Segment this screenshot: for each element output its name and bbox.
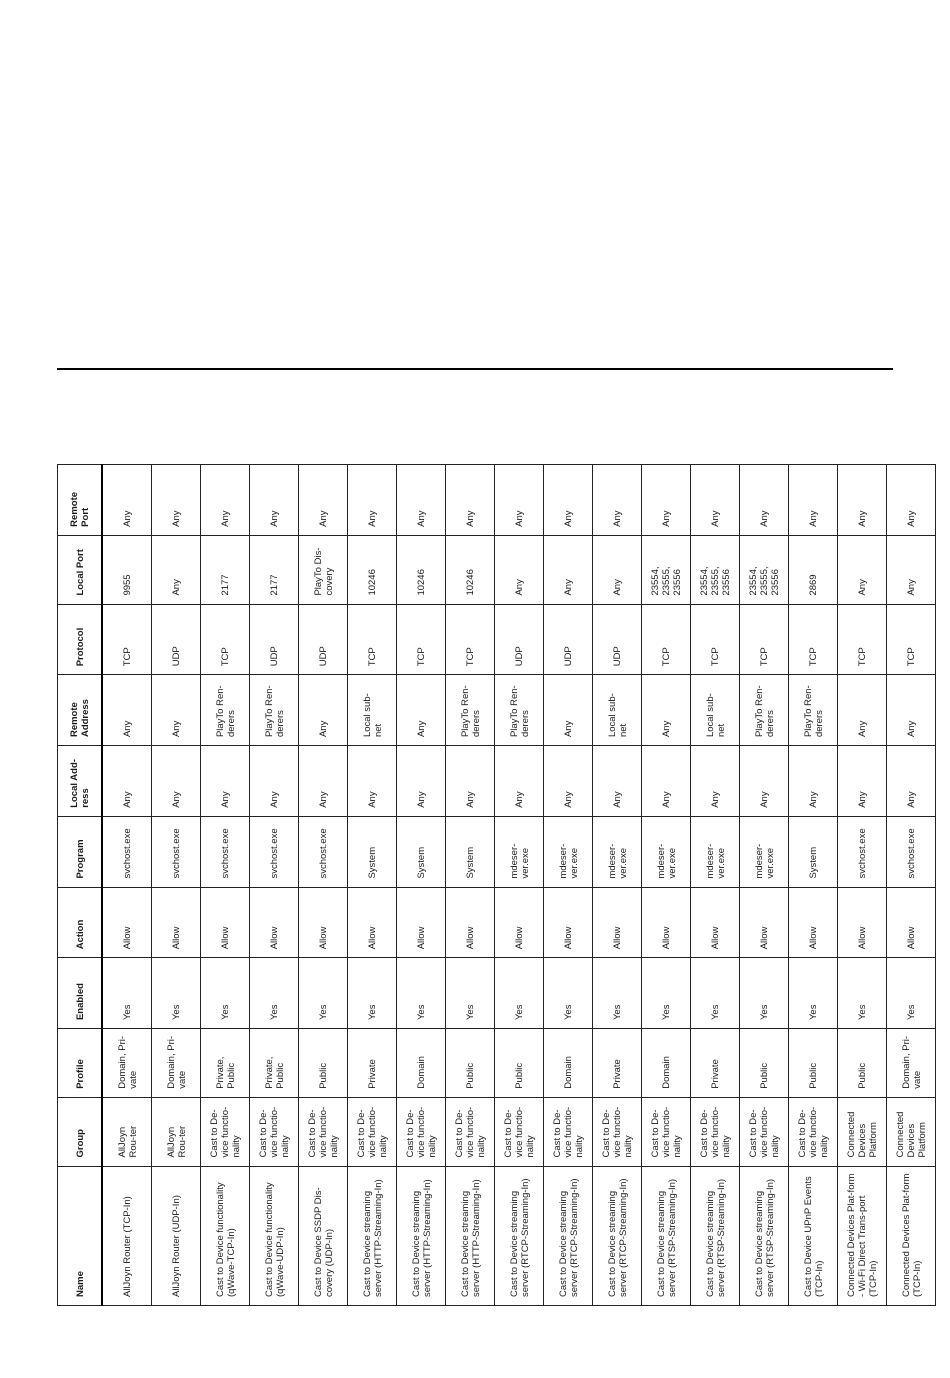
cell-profile: Domain	[544, 1029, 593, 1098]
cell-action: Allow	[544, 887, 593, 958]
cell-profile: Public	[299, 1029, 348, 1098]
cell-action: Allow	[887, 887, 936, 958]
cell-protocol: TCP	[102, 604, 152, 675]
cell-local-address: Any	[201, 746, 250, 817]
cell-enabled: Yes	[740, 958, 789, 1029]
cell-local-port: 9955	[102, 535, 152, 604]
cell-group: Cast to De-vice functio-nality	[544, 1097, 593, 1166]
cell-name: Cast to Device UPnP Events (TCP-In)	[789, 1166, 838, 1305]
cell-group: Cast to De-vice functio-nality	[299, 1097, 348, 1166]
header-row	[58, 465, 103, 1306]
cell-remote-address: Local sub-net	[593, 675, 642, 746]
cell-remote-port: Any	[299, 465, 348, 536]
cell-local-port: 2869	[789, 535, 838, 604]
table-row	[201, 465, 250, 1306]
cell-protocol: UDP	[593, 604, 642, 675]
cell-enabled: Yes	[691, 958, 740, 1029]
table-row	[838, 465, 887, 1306]
cell-enabled: Yes	[348, 958, 397, 1029]
cell-local-address: Any	[642, 746, 691, 817]
cell-remote-address: PlayTo Ren-derers	[740, 675, 789, 746]
cell-remote-address: PlayTo Ren-derers	[789, 675, 838, 746]
table-row	[495, 465, 544, 1306]
cell-remote-port: Any	[495, 465, 544, 536]
table-row	[887, 465, 936, 1306]
cell-name: Cast to Device streaming server (HTTP-Streaming-In)	[446, 1166, 495, 1305]
cell-profile: Domain, Pri-vate	[152, 1029, 201, 1098]
cell-name: Cast to Device streaming server (RTCP-Streaming-In)	[495, 1166, 544, 1305]
cell-program: svchost.exe	[299, 816, 348, 887]
cell-local-port: Any	[544, 535, 593, 604]
cell-local-port: Any	[593, 535, 642, 604]
cell-group: Cast to De-vice functio-nality	[789, 1097, 838, 1166]
horizontal-rule	[57, 368, 893, 370]
cell-protocol: UDP	[299, 604, 348, 675]
cell-profile: Private, Public	[250, 1029, 299, 1098]
header-local-address: Local Add-ress	[58, 746, 103, 817]
cell-enabled: Yes	[887, 958, 936, 1029]
table-header	[58, 465, 103, 1306]
header-protocol: Protocol	[58, 604, 103, 675]
cell-program: svchost.exe	[887, 816, 936, 887]
cell-name: Cast to Device streaming server (RTCP-Streaming-In)	[593, 1166, 642, 1305]
cell-local-port: 23554, 23555, 23556	[691, 535, 740, 604]
cell-local-address: Any	[152, 746, 201, 817]
cell-protocol: TCP	[740, 604, 789, 675]
cell-profile: Private, Public	[201, 1029, 250, 1098]
cell-name: Connected Devices Plat-form - Wi-Fi Direct Trans-port (TCP-In)	[838, 1166, 887, 1305]
cell-group: Cast to De-vice functio-nality	[446, 1097, 495, 1166]
cell-local-port: Any	[838, 535, 887, 604]
cell-group: Cast to De-vice functio-nality	[250, 1097, 299, 1166]
cell-enabled: Yes	[838, 958, 887, 1029]
cell-group: Cast to De-vice functio-nality	[201, 1097, 250, 1166]
table-row	[348, 465, 397, 1306]
cell-action: Allow	[593, 887, 642, 958]
table-row	[250, 465, 299, 1306]
cell-remote-address: PlayTo Ren-derers	[495, 675, 544, 746]
cell-enabled: Yes	[152, 958, 201, 1029]
cell-program: System	[348, 816, 397, 887]
cell-program: mdeser-ver.exe	[495, 816, 544, 887]
cell-profile: Public	[838, 1029, 887, 1098]
cell-local-port: 10246	[348, 535, 397, 604]
cell-remote-port: Any	[593, 465, 642, 536]
cell-name: AllJoyn Router (UDP-In)	[152, 1166, 201, 1305]
cell-group: Cast to De-vice functio-nality	[642, 1097, 691, 1166]
cell-action: Allow	[250, 887, 299, 958]
cell-enabled: Yes	[201, 958, 250, 1029]
cell-local-port: 10246	[446, 535, 495, 604]
cell-enabled: Yes	[495, 958, 544, 1029]
firewall-rules-table-region	[57, 474, 928, 1316]
cell-local-port: 23554, 23555, 23556	[740, 535, 789, 604]
cell-local-address: Any	[544, 746, 593, 817]
cell-program: mdeser-ver.exe	[740, 816, 789, 887]
cell-remote-port: Any	[348, 465, 397, 536]
cell-profile: Domain, Pri-vate	[887, 1029, 936, 1098]
cell-program: svchost.exe	[102, 816, 152, 887]
cell-remote-address: Any	[544, 675, 593, 746]
cell-group: Connected Devices Platform	[887, 1097, 936, 1166]
cell-enabled: Yes	[544, 958, 593, 1029]
cell-name: Cast to Device streaming server (HTTP-Streaming-In)	[397, 1166, 446, 1305]
cell-local-port: 23554, 23555, 23556	[642, 535, 691, 604]
cell-profile: Domain, Pri-vate	[102, 1029, 152, 1098]
cell-name: Cast to Device streaming server (RTSP-Streaming-In)	[691, 1166, 740, 1305]
cell-action: Allow	[495, 887, 544, 958]
cell-remote-address: Any	[887, 675, 936, 746]
cell-local-port: PlayTo Dis-covery	[299, 535, 348, 604]
cell-name: Cast to Device functionality (qWave-UDP-In)	[250, 1166, 299, 1305]
cell-local-port: 10246	[397, 535, 446, 604]
cell-action: Allow	[299, 887, 348, 958]
cell-remote-address: Any	[642, 675, 691, 746]
header-program: Program	[58, 816, 103, 887]
cell-local-address: Any	[348, 746, 397, 817]
cell-remote-port: Any	[250, 465, 299, 536]
cell-protocol: TCP	[838, 604, 887, 675]
cell-group: Cast to De-vice functio-nality	[691, 1097, 740, 1166]
cell-remote-address: Any	[299, 675, 348, 746]
cell-action: Allow	[397, 887, 446, 958]
header-local-port: Local Port	[58, 535, 103, 604]
cell-profile: Public	[740, 1029, 789, 1098]
cell-remote-address: Any	[397, 675, 446, 746]
cell-program: svchost.exe	[201, 816, 250, 887]
cell-program: mdeser-ver.exe	[544, 816, 593, 887]
cell-protocol: UDP	[152, 604, 201, 675]
cell-remote-port: Any	[152, 465, 201, 536]
cell-group: Cast to De-vice functio-nality	[348, 1097, 397, 1166]
cell-profile: Public	[789, 1029, 838, 1098]
cell-local-address: Any	[299, 746, 348, 817]
cell-remote-address: Local sub-net	[348, 675, 397, 746]
cell-group: AllJoyn Rou-ter	[102, 1097, 152, 1166]
cell-protocol: TCP	[397, 604, 446, 675]
cell-name: Cast to Device functionality (qWave-TCP-In)	[201, 1166, 250, 1305]
cell-local-port: 2177	[201, 535, 250, 604]
cell-program: mdeser-ver.exe	[691, 816, 740, 887]
cell-group: Cast to De-vice functio-nality	[740, 1097, 789, 1166]
cell-remote-port: Any	[446, 465, 495, 536]
table-row	[299, 465, 348, 1306]
cell-remote-address: Local sub-net	[691, 675, 740, 746]
cell-program: svchost.exe	[152, 816, 201, 887]
cell-protocol: TCP	[887, 604, 936, 675]
table-row	[397, 465, 446, 1306]
cell-enabled: Yes	[250, 958, 299, 1029]
cell-program: System	[446, 816, 495, 887]
cell-protocol: TCP	[348, 604, 397, 675]
cell-name: Cast to Device streaming server (HTTP-Streaming-In)	[348, 1166, 397, 1305]
cell-local-address: Any	[397, 746, 446, 817]
cell-local-address: Any	[691, 746, 740, 817]
cell-program: mdeser-ver.exe	[642, 816, 691, 887]
cell-local-address: Any	[593, 746, 642, 817]
table-row	[642, 465, 691, 1306]
header-enabled: Enabled	[58, 958, 103, 1029]
cell-protocol: TCP	[642, 604, 691, 675]
cell-group: AllJoyn Rou-ter	[152, 1097, 201, 1166]
cell-name: AllJoyn Router (TCP-In)	[102, 1166, 152, 1305]
cell-profile: Domain	[397, 1029, 446, 1098]
header-remote-address: Remote Address	[58, 675, 103, 746]
cell-profile: Public	[446, 1029, 495, 1098]
table-row	[789, 465, 838, 1306]
cell-enabled: Yes	[642, 958, 691, 1029]
cell-remote-address: Any	[102, 675, 152, 746]
cell-local-port: Any	[152, 535, 201, 604]
cell-protocol: TCP	[691, 604, 740, 675]
cell-protocol: TCP	[446, 604, 495, 675]
cell-name: Cast to Device SSDP Dis-covery (UDP-In)	[299, 1166, 348, 1305]
cell-local-address: Any	[250, 746, 299, 817]
table-row	[446, 465, 495, 1306]
cell-action: Allow	[740, 887, 789, 958]
cell-protocol: TCP	[789, 604, 838, 675]
firewall-rules-table	[57, 464, 936, 1306]
cell-program: mdeser-ver.exe	[593, 816, 642, 887]
table-row	[544, 465, 593, 1306]
cell-remote-port: Any	[887, 465, 936, 536]
cell-name: Cast to Device streaming server (RTSP-Streaming-In)	[642, 1166, 691, 1305]
cell-profile: Private	[691, 1029, 740, 1098]
header-profile: Profile	[58, 1029, 103, 1098]
cell-enabled: Yes	[789, 958, 838, 1029]
cell-remote-port: Any	[789, 465, 838, 536]
cell-profile: Private	[348, 1029, 397, 1098]
cell-remote-port: Any	[397, 465, 446, 536]
table-row	[593, 465, 642, 1306]
cell-action: Allow	[446, 887, 495, 958]
cell-enabled: Yes	[446, 958, 495, 1029]
cell-action: Allow	[201, 887, 250, 958]
cell-program: System	[397, 816, 446, 887]
cell-group: Connected Devices Platform	[838, 1097, 887, 1166]
cell-program: svchost.exe	[838, 816, 887, 887]
header-remote-port: Remote Port	[58, 465, 103, 536]
cell-name: Cast to Device streaming server (RTCP-Streaming-In)	[544, 1166, 593, 1305]
cell-remote-address: Any	[838, 675, 887, 746]
cell-enabled: Yes	[397, 958, 446, 1029]
cell-profile: Public	[495, 1029, 544, 1098]
cell-action: Allow	[642, 887, 691, 958]
cell-local-address: Any	[740, 746, 789, 817]
cell-program: svchost.exe	[250, 816, 299, 887]
cell-remote-port: Any	[740, 465, 789, 536]
cell-local-address: Any	[446, 746, 495, 817]
cell-enabled: Yes	[593, 958, 642, 1029]
cell-group: Cast to De-vice functio-nality	[397, 1097, 446, 1166]
cell-remote-address: PlayTo Ren-derers	[250, 675, 299, 746]
cell-action: Allow	[152, 887, 201, 958]
rotated-table-container	[57, 464, 928, 1306]
cell-name: Connected Devices Plat-form (TCP-In)	[887, 1166, 936, 1305]
header-action: Action	[58, 887, 103, 958]
table-row	[152, 465, 201, 1306]
cell-protocol: TCP	[201, 604, 250, 675]
cell-enabled: Yes	[102, 958, 152, 1029]
header-name: Name	[58, 1166, 103, 1305]
cell-local-port: 2177	[250, 535, 299, 604]
cell-profile: Private	[593, 1029, 642, 1098]
cell-local-address: Any	[887, 746, 936, 817]
cell-remote-port: Any	[544, 465, 593, 536]
cell-remote-port: Any	[691, 465, 740, 536]
cell-action: Allow	[838, 887, 887, 958]
cell-group: Cast to De-vice functio-nality	[593, 1097, 642, 1166]
table-body	[102, 465, 936, 1306]
cell-remote-address: PlayTo Ren-derers	[446, 675, 495, 746]
cell-profile: Domain	[642, 1029, 691, 1098]
cell-protocol: UDP	[250, 604, 299, 675]
cell-remote-port: Any	[201, 465, 250, 536]
cell-local-address: Any	[495, 746, 544, 817]
header-group: Group	[58, 1097, 103, 1166]
cell-action: Allow	[348, 887, 397, 958]
cell-remote-port: Any	[838, 465, 887, 536]
cell-protocol: UDP	[495, 604, 544, 675]
cell-local-address: Any	[102, 746, 152, 817]
cell-action: Allow	[691, 887, 740, 958]
table-row	[691, 465, 740, 1306]
cell-action: Allow	[102, 887, 152, 958]
table-row	[102, 465, 152, 1306]
cell-protocol: UDP	[544, 604, 593, 675]
cell-group: Cast to De-vice functio-nality	[495, 1097, 544, 1166]
cell-enabled: Yes	[299, 958, 348, 1029]
cell-action: Allow	[789, 887, 838, 958]
cell-local-address: Any	[789, 746, 838, 817]
cell-remote-address: PlayTo Ren-derers	[201, 675, 250, 746]
cell-remote-address: Any	[152, 675, 201, 746]
table-row	[740, 465, 789, 1306]
cell-name: Cast to Device streaming server (RTSP-Streaming-In)	[740, 1166, 789, 1305]
cell-local-port: Any	[887, 535, 936, 604]
cell-local-port: Any	[495, 535, 544, 604]
cell-remote-port: Any	[102, 465, 152, 536]
cell-local-address: Any	[838, 746, 887, 817]
cell-program: System	[789, 816, 838, 887]
cell-remote-port: Any	[642, 465, 691, 536]
